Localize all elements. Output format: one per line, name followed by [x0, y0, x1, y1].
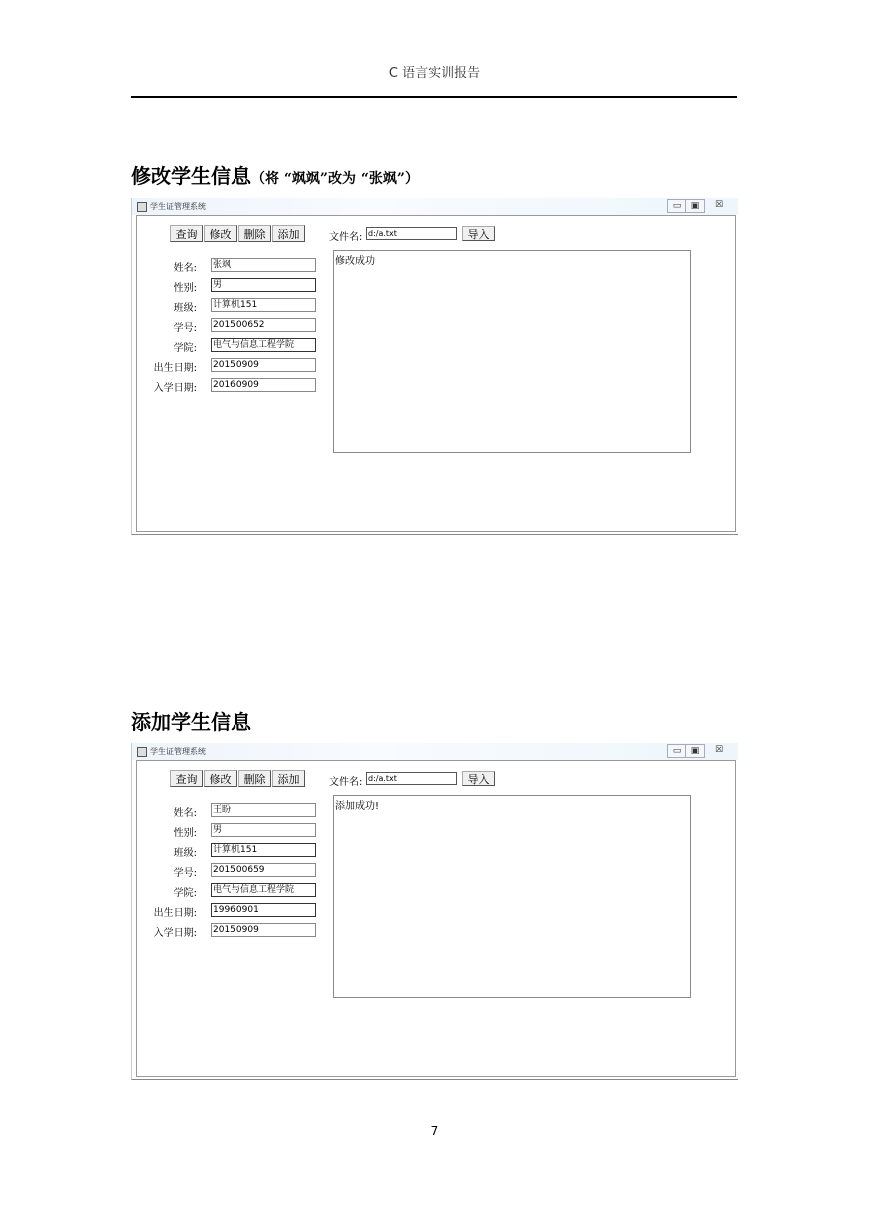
student-id-label: 学号: [173, 868, 197, 879]
college-label: 学院: [173, 343, 197, 354]
import-button[interactable]: 导入 [462, 771, 495, 786]
enroll-date-field[interactable]: 20160909 [211, 378, 316, 392]
class-label: 班级: [173, 848, 197, 859]
window-title: 学生证管理系统 [150, 202, 206, 211]
app-icon [137, 202, 147, 212]
college-label: 学院: [173, 888, 197, 899]
name-field[interactable]: 张飒 [211, 258, 316, 272]
add-button[interactable]: 添加 [272, 770, 305, 787]
edit-button[interactable]: 修改 [204, 225, 237, 242]
edit-button[interactable]: 修改 [204, 770, 237, 787]
filename-label: 文件名: [329, 777, 363, 788]
section-note: （将 “飒飒”改为 “张飒”） [251, 171, 419, 187]
maximize-icon[interactable]: ▣ [685, 744, 705, 758]
gender-field[interactable]: 男 [211, 278, 316, 292]
section-title-add [131, 706, 251, 735]
name-field[interactable]: 王盼 [211, 803, 316, 817]
student-id-field[interactable]: 201500659 [211, 863, 316, 877]
filename-input[interactable]: d:/a.txt [366, 227, 457, 240]
class-field[interactable]: 计算机151 [211, 843, 316, 857]
delete-button[interactable]: 删除 [238, 770, 271, 787]
class-field[interactable]: 计算机151 [211, 298, 316, 312]
name-label: 姓名: [173, 808, 197, 819]
app-icon [137, 747, 147, 757]
minimize-icon[interactable]: ▭ [667, 199, 687, 213]
college-field[interactable]: 电气与信息工程学院 [211, 883, 316, 897]
section-heading: 修改学生信息 [131, 164, 251, 188]
header-rule [131, 96, 737, 98]
student-id-field[interactable]: 201500652 [211, 318, 316, 332]
window-title: 学生证管理系统 [150, 747, 206, 756]
name-label: 姓名: [173, 263, 197, 274]
birth-date-label: 出生日期: [153, 908, 197, 919]
gender-label: 性别: [173, 828, 197, 839]
delete-button[interactable]: 删除 [238, 225, 271, 242]
enroll-date-label: 入学日期: [153, 383, 197, 394]
query-button[interactable]: 查询 [170, 225, 203, 242]
add-button[interactable]: 添加 [272, 225, 305, 242]
page-header: C 语言实训报告 [388, 66, 481, 81]
maximize-icon[interactable]: ▣ [685, 199, 705, 213]
student-id-label: 学号: [173, 323, 197, 334]
close-icon[interactable]: ☒ [714, 200, 724, 210]
import-button[interactable]: 导入 [462, 226, 495, 241]
page-number: 7 [430, 1124, 439, 1138]
client-area [136, 215, 736, 532]
class-label: 班级: [173, 303, 197, 314]
enroll-date-label: 入学日期: [153, 928, 197, 939]
birth-date-label: 出生日期: [153, 363, 197, 374]
gender-label: 性别: [173, 283, 197, 294]
filename-input[interactable]: d:/a.txt [366, 772, 457, 785]
gender-field[interactable]: 男 [211, 823, 316, 837]
section-heading: 添加学生信息 [131, 710, 251, 734]
college-field[interactable]: 电气与信息工程学院 [211, 338, 316, 352]
output-textarea[interactable]: 添加成功! [333, 795, 691, 998]
output-textarea[interactable]: 修改成功 [333, 250, 691, 453]
minimize-icon[interactable]: ▭ [667, 744, 687, 758]
filename-label: 文件名: [329, 232, 363, 243]
titlebar [132, 198, 738, 215]
birth-date-field[interactable]: 19960901 [211, 903, 316, 917]
close-icon[interactable]: ☒ [714, 745, 724, 755]
birth-date-field[interactable]: 20150909 [211, 358, 316, 372]
app-window-add [131, 743, 738, 1080]
app-window-edit [131, 198, 738, 535]
client-area [136, 760, 736, 1077]
enroll-date-field[interactable]: 20150909 [211, 923, 316, 937]
query-button[interactable]: 查询 [170, 770, 203, 787]
titlebar [132, 743, 738, 760]
section-title-edit [131, 160, 419, 189]
